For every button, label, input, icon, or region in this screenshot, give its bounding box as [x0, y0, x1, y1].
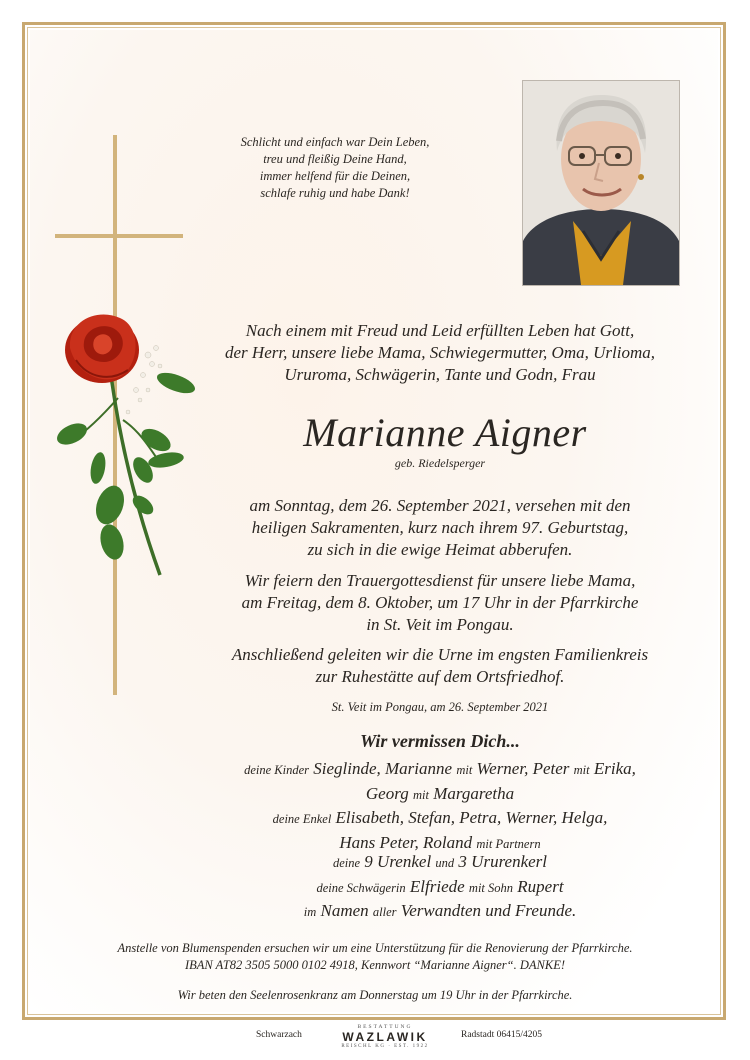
- service-line: Wir feiern den Trauergottesdienst für unsere liebe Mama,: [244, 571, 636, 590]
- family-great-grandchildren: [200, 850, 680, 875]
- service-line: in St. Veit im Pongau.: [366, 615, 514, 634]
- poem-line: immer helfend für die Deinen,: [259, 169, 411, 183]
- grand-prefix: deine Enkel: [272, 812, 332, 826]
- rosary-notice: Wir beten den Seelenrosenkranz am Donnerstag um 19 Uhr in der Pfarrkirche.: [177, 988, 573, 1002]
- family-children: [200, 757, 680, 807]
- death-notice: [190, 495, 690, 561]
- deceased-name: Marianne Aigner: [303, 410, 587, 455]
- poem-line: Schlicht und einfach war Dein Leben,: [240, 135, 430, 149]
- burial-notice: [190, 644, 690, 688]
- service-notice: [190, 570, 690, 636]
- children-names: Georg: [365, 784, 409, 803]
- children-names: Erika,: [593, 759, 636, 778]
- children-prefix: deine Kinder: [244, 763, 309, 777]
- intro-text: [190, 320, 690, 386]
- all-prefix: im: [303, 905, 317, 919]
- sil-name: Rupert: [517, 877, 564, 896]
- und-label: und: [435, 856, 455, 870]
- burial-line: Anschließend geleiten wir die Urne im engsten Familienkreis: [231, 645, 649, 664]
- burial-line: zur Ruhestätte auf dem Ortsfriedhof.: [315, 667, 565, 686]
- rose-icon: [48, 300, 208, 585]
- all-text: Namen: [320, 901, 369, 920]
- intro-line: Nach einem mit Freud und Leid erfüllten Leben hat Gott,: [245, 321, 635, 340]
- mit-label: mit: [456, 763, 473, 777]
- donation-line: Anstelle von Blumenspenden ersuchen wir um eine Unterstützung für die Renovierung der Pfarrkirche.: [117, 941, 633, 955]
- undertaker-left: Schwarzach: [256, 1030, 302, 1040]
- undertaker-right: Radstadt 06415/4205: [461, 1030, 543, 1040]
- children-names: Sieglinde, Marianne: [313, 759, 453, 778]
- family-all: [200, 899, 680, 924]
- death-line: heiligen Sakramenten, kurz nach ihrem 97. Geburtstag,: [251, 518, 629, 537]
- great-count: 3 Ururenkerl: [458, 852, 548, 871]
- donation-notice: [40, 940, 710, 974]
- aller-label: aller: [372, 905, 397, 919]
- sil-name: Elfriede: [409, 877, 465, 896]
- intro-line: Ururoma, Schwägerin, Tante und Godn, Frau: [284, 365, 596, 384]
- service-line: am Freitag, dem 8. Oktober, um 17 Uhr in der Pfarrkirche: [241, 593, 639, 612]
- poem: [200, 134, 470, 202]
- grand-names: Elisabeth, Stefan, Petra, Werner, Helga,: [335, 808, 608, 827]
- maiden-name: geb. Riedelsperger: [394, 456, 486, 470]
- mit-label: mit: [573, 763, 590, 777]
- undertaker-brand: [330, 1024, 440, 1049]
- portrait-photo: [522, 80, 680, 286]
- intro-line: der Herr, unsere liebe Mama, Schwiegermutter, Oma, Urlioma,: [225, 343, 655, 362]
- undertaker-logo: [220, 1024, 560, 1054]
- miss-you-heading: Wir vermissen Dich...: [360, 731, 520, 751]
- donation-line: IBAN AT82 3505 5000 0102 4918, Kennwort “Marianne Aigner“. DANKE!: [185, 958, 565, 972]
- grand-names: Hans Peter, Roland: [339, 833, 473, 852]
- great-prefix: deine: [332, 856, 361, 870]
- brand-name: WAZLAWIK: [342, 1030, 428, 1044]
- family-grandchildren: [200, 806, 680, 856]
- place-date: St. Veit im Pongau, am 26. September 2021: [331, 700, 549, 714]
- poem-line: treu und fleißig Deine Hand,: [263, 152, 407, 166]
- all-text: Verwandten und Freunde.: [400, 901, 577, 920]
- brand-top: BESTATTUNG: [357, 1024, 413, 1030]
- sil-prefix: deine Schwägerin: [316, 881, 406, 895]
- great-count: 9 Urenkel: [364, 852, 432, 871]
- death-line: zu sich in die ewige Heimat abberufen.: [307, 540, 573, 559]
- mit-label: mit Sohn: [468, 881, 514, 895]
- family-sister-in-law: [200, 875, 680, 900]
- partner-label: mit Partnern: [476, 837, 541, 851]
- children-names: Margaretha: [433, 784, 515, 803]
- poem-line: schlafe ruhig und habe Dank!: [260, 186, 410, 200]
- death-line: am Sonntag, dem 26. September 2021, versehen mit den: [249, 496, 631, 515]
- brand-bottom: REISCHL KG · EST. 1922: [341, 1044, 429, 1049]
- children-names: Werner, Peter: [476, 759, 570, 778]
- mit-label: mit: [412, 788, 429, 802]
